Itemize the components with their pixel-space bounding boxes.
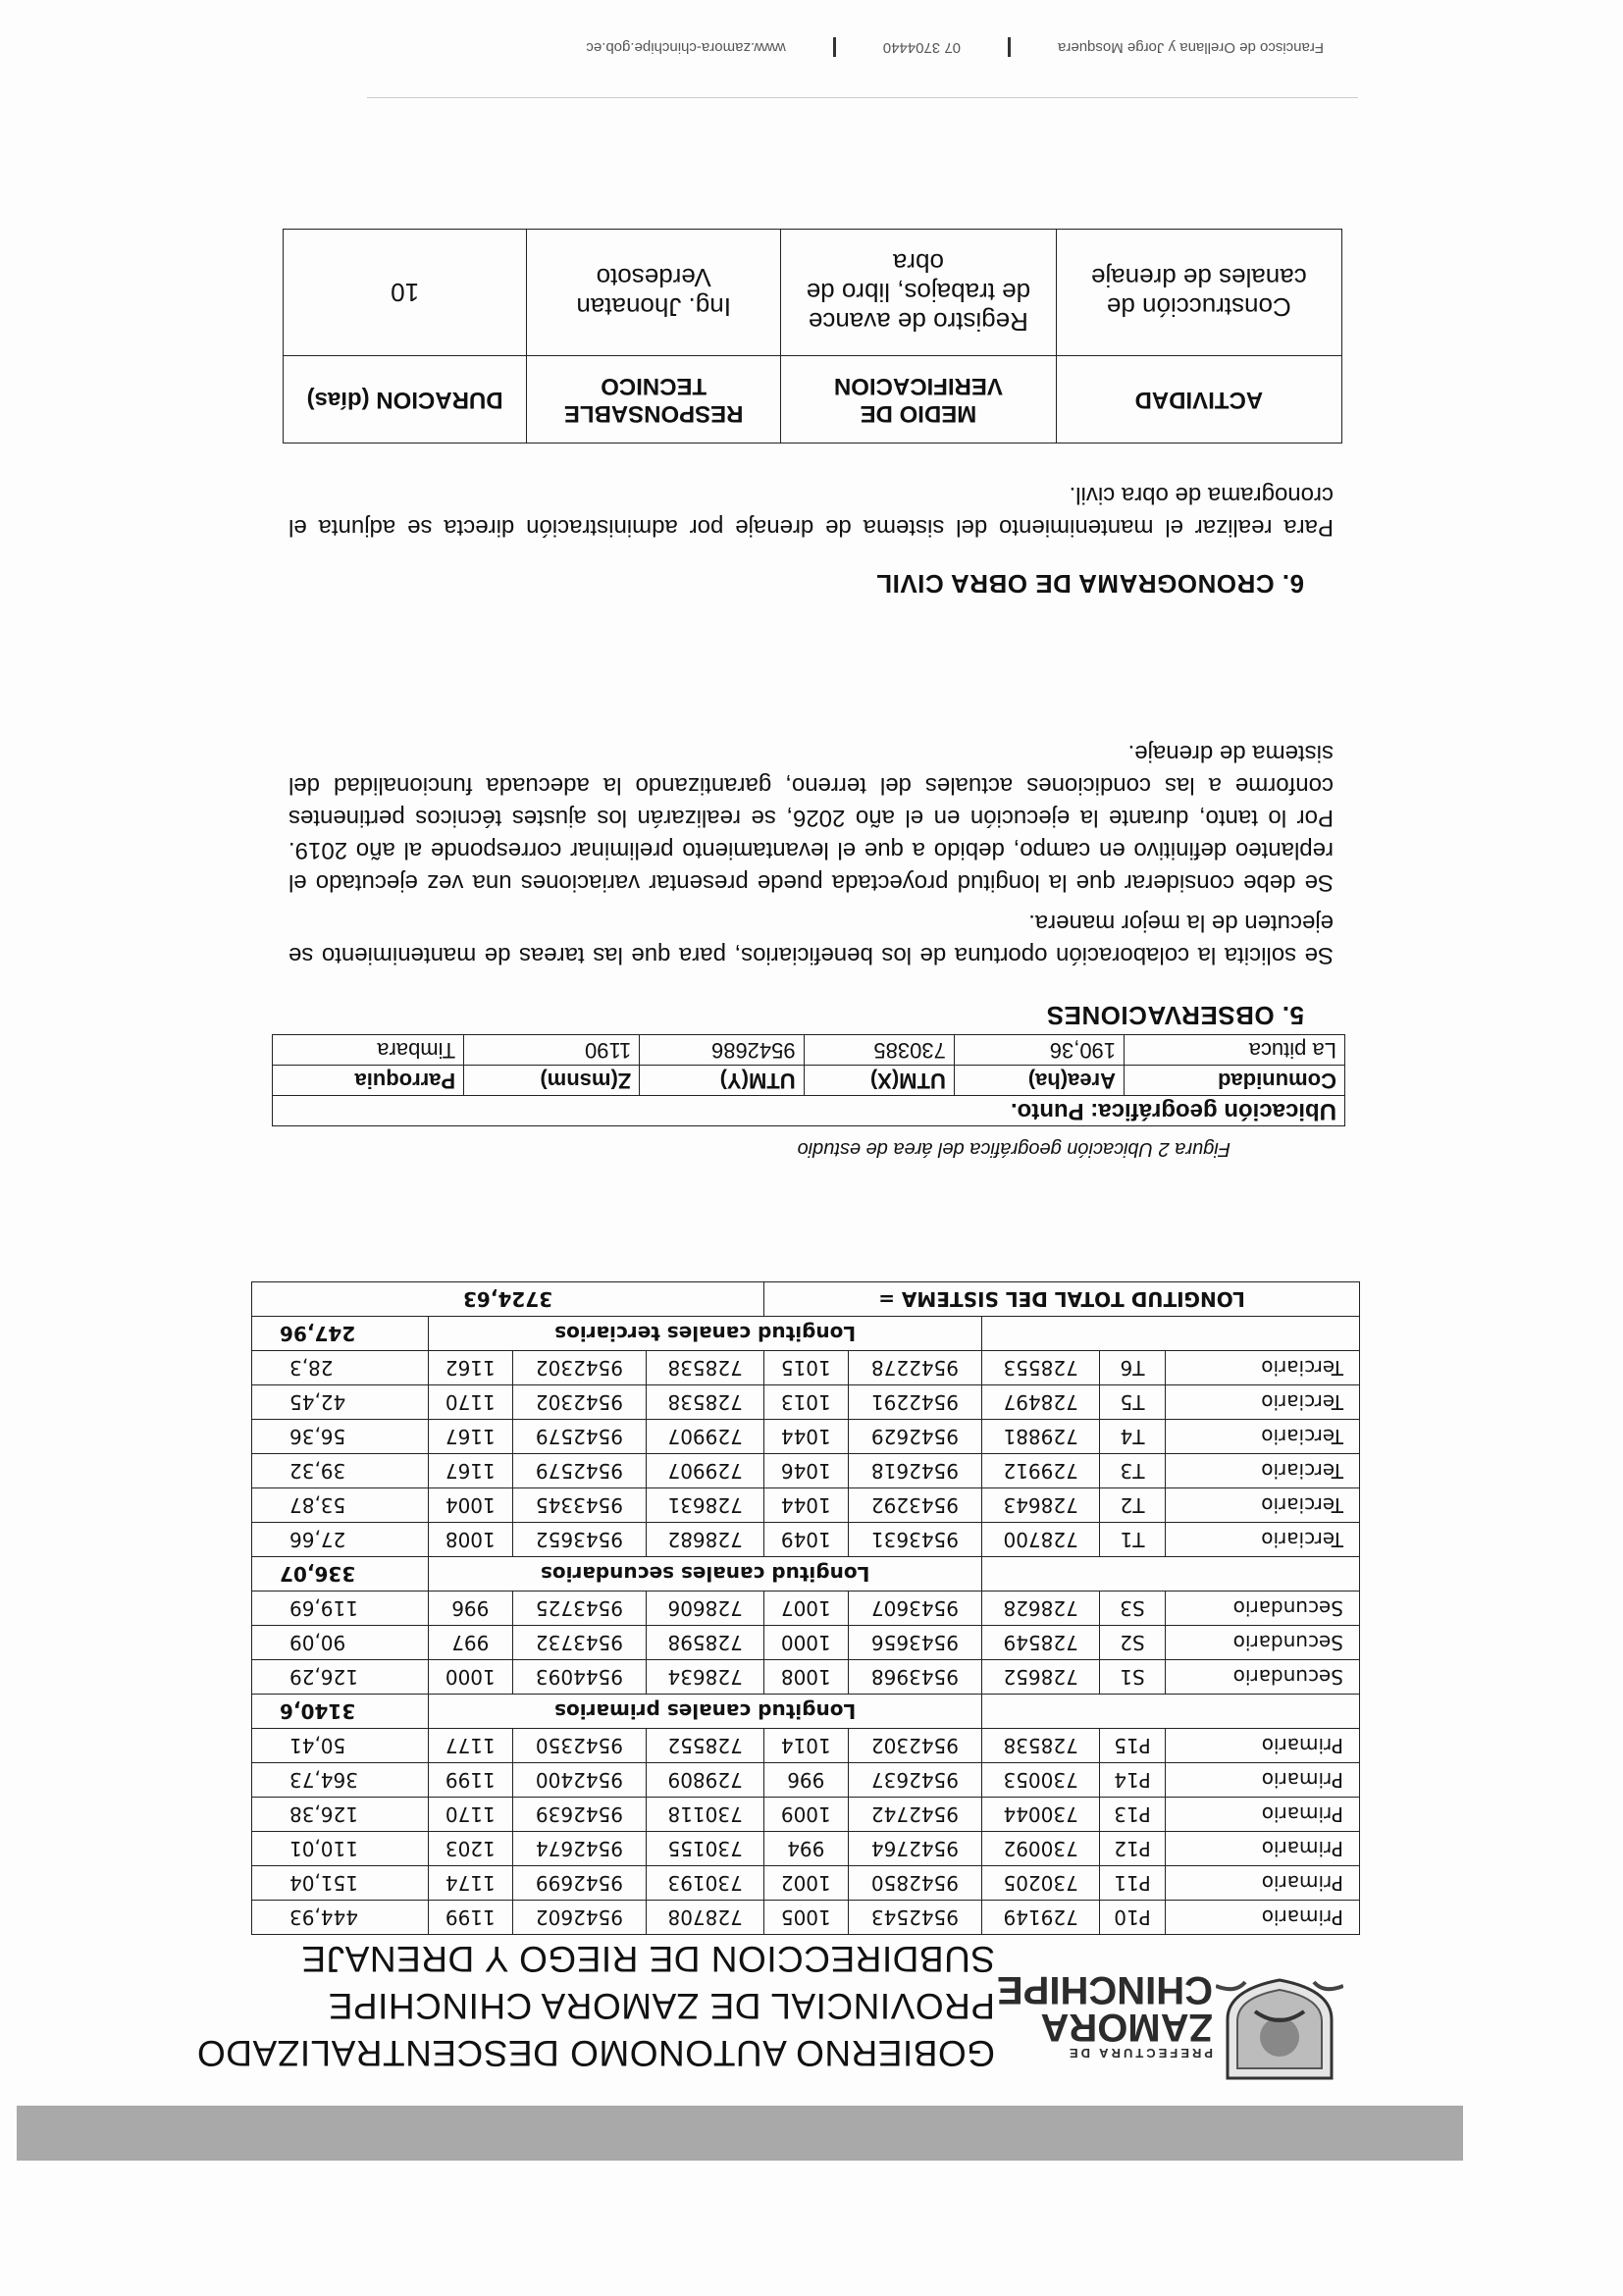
- blank-cell: [982, 1317, 1360, 1351]
- table-cell-id: T6: [1100, 1351, 1166, 1385]
- table-cell-len: 126,29: [252, 1660, 429, 1695]
- table-cell-y1: 9542850: [848, 1866, 982, 1901]
- table-cell-x1: 730205: [982, 1866, 1100, 1901]
- table-row: [252, 1660, 1360, 1695]
- header-bar: [17, 2106, 1463, 2161]
- table-cell-z1: 1044: [764, 1488, 849, 1523]
- table-cell-z1: 1005: [764, 1901, 849, 1935]
- table-cell-y1: 9542291: [848, 1385, 982, 1420]
- geo-cell: 190,36: [954, 1035, 1124, 1066]
- table-cell-tipo: Terciario: [1166, 1454, 1360, 1488]
- subtotal-label: Longitud canales primarios: [429, 1695, 982, 1729]
- table-cell-z2: 1199: [429, 1901, 513, 1935]
- table-row: [252, 1729, 1360, 1763]
- table-cell-len: 53,87: [252, 1488, 429, 1523]
- table-cell-tipo: Primario: [1166, 1901, 1360, 1935]
- table-cell-id: P10: [1100, 1901, 1166, 1935]
- table-cell-id: T2: [1100, 1488, 1166, 1523]
- table-cell-z2: 1177: [429, 1729, 513, 1763]
- table-cell-tipo: Secundario: [1166, 1660, 1360, 1695]
- header-line-1: GOBIERNO AUTONOMO DESCENTRALIZADO: [196, 2033, 995, 2073]
- table-cell-x1: 728652: [982, 1660, 1100, 1695]
- blank-cell: [982, 1695, 1360, 1729]
- table-cell-y1: 9542637: [848, 1763, 982, 1798]
- table-cell-x2: 728552: [647, 1729, 764, 1763]
- table-row: [252, 1626, 1360, 1660]
- table-cell-y2: 9542400: [512, 1763, 647, 1798]
- schedule-table: [283, 229, 1342, 444]
- table-cell-x1: 729881: [982, 1420, 1100, 1454]
- geo-cell: Timbara: [273, 1035, 464, 1066]
- footer-divider: [367, 97, 1358, 98]
- table-cell-x1: 730044: [982, 1798, 1100, 1832]
- table-cell-len: 28,3: [252, 1351, 429, 1385]
- table-cell-x2: 728631: [647, 1488, 764, 1523]
- table-cell-z2: 1167: [429, 1420, 513, 1454]
- table-cell-id: S2: [1100, 1626, 1166, 1660]
- table-cell-z1: 1046: [764, 1454, 849, 1488]
- table-cell-y1: 9542543: [848, 1901, 982, 1935]
- page-footer: [586, 37, 1324, 57]
- table-cell-z1: 996: [764, 1763, 849, 1798]
- table-cell-tipo: Primario: [1166, 1832, 1360, 1866]
- geo-header: Comunidad: [1125, 1066, 1345, 1096]
- table-cell-z1: 1013: [764, 1385, 849, 1420]
- table-cell-x2: 728634: [647, 1660, 764, 1695]
- section-title-cronograma: 6. CRONOGRAMA DE OBRA CIVIL: [875, 569, 1304, 599]
- table-cell-x1: 728538: [982, 1729, 1100, 1763]
- table-cell-y1: 9542278: [848, 1351, 982, 1385]
- table-cell-z2: 1167: [429, 1454, 513, 1488]
- table-cell-x2: 729907: [647, 1420, 764, 1454]
- header-line-3: SUBDIRECCION DE RIEGO Y DRENAJE: [301, 1939, 995, 1979]
- table-cell-len: 27,66: [252, 1523, 429, 1557]
- schedule-header: DURACION (días): [284, 356, 527, 444]
- table-cell-tipo: Primario: [1166, 1866, 1360, 1901]
- table-cell-len: 42,45: [252, 1385, 429, 1420]
- table-cell-y1: 9542742: [848, 1798, 982, 1832]
- table-cell-y2: 9543725: [512, 1592, 647, 1626]
- table-cell-y1: 9543631: [848, 1523, 982, 1557]
- table-cell-x1: 729149: [982, 1901, 1100, 1935]
- table-cell-id: T5: [1100, 1385, 1166, 1420]
- table-cell-z2: 1000: [429, 1660, 513, 1695]
- grand-total-row: [252, 1282, 1360, 1317]
- table-cell-y1: 9543656: [848, 1626, 982, 1660]
- table-cell-id: P12: [1100, 1832, 1166, 1866]
- grand-total-value: 3724,63: [252, 1282, 764, 1317]
- table-cell-x2: 730118: [647, 1798, 764, 1832]
- table-row: [252, 1488, 1360, 1523]
- table-cell-id: P15: [1100, 1729, 1166, 1763]
- geo-header: UTM(X): [804, 1066, 954, 1096]
- table-cell-tipo: Terciario: [1166, 1523, 1360, 1557]
- table-cell-x1: 730092: [982, 1832, 1100, 1866]
- table-cell-z2: 1162: [429, 1351, 513, 1385]
- subtotal-label: Longitud canales terciarios: [429, 1317, 982, 1351]
- table-row: [252, 1420, 1360, 1454]
- table-cell-x1: 728549: [982, 1626, 1100, 1660]
- table-row: [252, 1592, 1360, 1626]
- table-cell-y2: 9542350: [512, 1729, 647, 1763]
- geo-cell: 9542686: [640, 1035, 804, 1066]
- table-cell-tipo: Secundario: [1166, 1626, 1360, 1660]
- schedule-header: MEDIO DE VERIFICACION: [781, 356, 1057, 444]
- table-cell-id: S1: [1100, 1660, 1166, 1695]
- institution-header: [197, 1935, 995, 2076]
- table-cell-len: 110,01: [252, 1832, 429, 1866]
- observaciones-paragraph-2: Se debe considerar que la longitud proyectada puede presentar variaciones una vez ejecutado el replanteo definitivo en campo, debido a que el levantamiento preliminar corresponde al año 2019. Por lo tanto, durante la ejecución en el año 2026, se realizarán los ajustes técnicos pertinentes conforme a las condiciones actuales del terreno, garantizando la adecuada funcionalidad del sistema de drenaje.: [288, 740, 1334, 896]
- observaciones-paragraph-1: Se solicita la colaboración oportuna de los beneficiarios, para que las tareas de mantenimiento se ejecuten de la mejor manera.: [288, 910, 1334, 968]
- table-cell-id: T3: [1100, 1454, 1166, 1488]
- logo-line-1: ZAMORA: [1040, 2006, 1213, 2049]
- table-cell-x1: 728643: [982, 1488, 1100, 1523]
- table-cell-id: P14: [1100, 1763, 1166, 1798]
- table-cell-y2: 9542579: [512, 1420, 647, 1454]
- table-cell-y2: 9542602: [512, 1901, 647, 1935]
- grand-total-label: LONGITUD TOTAL DEL SISTEMA =: [764, 1282, 1360, 1317]
- schedule-cell: Registro de avance de trabajos, libro de obra: [781, 230, 1057, 356]
- schedule-cell: 10: [284, 230, 527, 356]
- table-cell-x1: 728628: [982, 1592, 1100, 1626]
- geo-table-title: Ubicación geográfica: Punto.: [273, 1096, 1345, 1126]
- table-cell-len: 126,38: [252, 1798, 429, 1832]
- table-cell-x2: 729809: [647, 1763, 764, 1798]
- table-cell-tipo: Terciario: [1166, 1420, 1360, 1454]
- table-cell-id: P11: [1100, 1866, 1166, 1901]
- subtotal-value: 247,96: [252, 1317, 429, 1351]
- table-cell-len: 364,73: [252, 1763, 429, 1798]
- section-title-observaciones: 5. OBSERVACIONES: [1046, 1001, 1304, 1030]
- subtotal-value: 3140,6: [252, 1695, 429, 1729]
- table-cell-id: S3: [1100, 1592, 1166, 1626]
- table-cell-y2: 9543652: [512, 1523, 647, 1557]
- table-cell-tipo: Terciario: [1166, 1488, 1360, 1523]
- footer-address: Francisco de Orellana y Jorge Mosquera: [1058, 39, 1324, 57]
- table-cell-y2: 9543732: [512, 1626, 647, 1660]
- table-row: [252, 1832, 1360, 1866]
- table-cell-tipo: Terciario: [1166, 1351, 1360, 1385]
- table-cell-z2: 1170: [429, 1385, 513, 1420]
- table-cell-x2: 728538: [647, 1351, 764, 1385]
- blank-cell: [982, 1557, 1360, 1592]
- tertiary-subtotal-row: [252, 1317, 1360, 1351]
- table-cell-y1: 9542618: [848, 1454, 982, 1488]
- table-cell-x2: 730155: [647, 1832, 764, 1866]
- table-cell-y2: 9542699: [512, 1866, 647, 1901]
- geo-cell: La pituca: [1125, 1035, 1345, 1066]
- table-cell-z2: 1174: [429, 1866, 513, 1901]
- table-cell-z1: 1007: [764, 1592, 849, 1626]
- table-cell-x2: 729907: [647, 1454, 764, 1488]
- figure-caption: Figura 2 Ubicación geográfica del área de estudio: [797, 1138, 1230, 1160]
- table-cell-z1: 1008: [764, 1660, 849, 1695]
- table-cell-z1: 1014: [764, 1729, 849, 1763]
- footer-phone: 07 3704440: [882, 39, 962, 57]
- table-row: [252, 1385, 1360, 1420]
- geographic-location-table: [272, 1034, 1345, 1126]
- table-cell-y2: 9542579: [512, 1454, 647, 1488]
- table-cell-len: 119,69: [252, 1592, 429, 1626]
- table-cell-id: P13: [1100, 1798, 1166, 1832]
- logo-line-2: CHINCHIPE: [996, 1968, 1213, 2011]
- table-cell-z2: 1008: [429, 1523, 513, 1557]
- table-cell-z1: 1009: [764, 1798, 849, 1832]
- schedule-cell: Construcción de canales de drenaje: [1056, 230, 1341, 356]
- table-cell-z1: 1000: [764, 1626, 849, 1660]
- schedule-cell: Ing. Jhonatan Verdesoto: [527, 230, 781, 356]
- table-cell-y2: 9542639: [512, 1798, 647, 1832]
- table-row: [252, 1454, 1360, 1488]
- table-cell-y1: 9543607: [848, 1592, 982, 1626]
- table-cell-len: 50,41: [252, 1729, 429, 1763]
- table-row: [252, 1866, 1360, 1901]
- table-cell-x1: 730053: [982, 1763, 1100, 1798]
- table-cell-y2: 9543345: [512, 1488, 647, 1523]
- table-cell-x2: 728606: [647, 1592, 764, 1626]
- table-cell-x2: 728682: [647, 1523, 764, 1557]
- footer-website: www.zamora-chinchipe.gob.ec: [586, 39, 786, 57]
- table-cell-z2: 996: [429, 1592, 513, 1626]
- footer-separator: [1008, 37, 1011, 57]
- table-cell-x2: 728708: [647, 1901, 764, 1935]
- table-cell-y1: 9543292: [848, 1488, 982, 1523]
- table-cell-z2: 1004: [429, 1488, 513, 1523]
- table-cell-y2: 9542674: [512, 1832, 647, 1866]
- table-row: [252, 1798, 1360, 1832]
- table-cell-x1: 728553: [982, 1351, 1100, 1385]
- table-cell-x2: 728598: [647, 1626, 764, 1660]
- header-line-2: PROVINCIAL DE ZAMORA CHINCHIPE: [328, 1986, 995, 2026]
- table-cell-y1: 9542302: [848, 1729, 982, 1763]
- table-cell-tipo: Primario: [1166, 1763, 1360, 1798]
- drainage-channels-table: [251, 1281, 1360, 1935]
- subtotal-value: 336,07: [252, 1557, 429, 1592]
- table-cell-z1: 994: [764, 1832, 849, 1866]
- table-cell-tipo: Primario: [1166, 1729, 1360, 1763]
- table-cell-tipo: Terciario: [1166, 1385, 1360, 1420]
- subtotal-label: Longitud canales secundarios: [429, 1557, 982, 1592]
- geo-header: Z(msnm): [464, 1066, 640, 1096]
- table-cell-y1: 9542764: [848, 1832, 982, 1866]
- table-cell-x2: 730193: [647, 1866, 764, 1901]
- table-cell-len: 56,36: [252, 1420, 429, 1454]
- table-row: [252, 1351, 1360, 1385]
- geo-header: UTM(Y): [640, 1066, 804, 1096]
- cronograma-paragraph: Para realizar el mantenimiento del sistema de drenaje por administración directa se adjunta el cronograma de obra civil.: [288, 482, 1334, 541]
- table-cell-z2: 1199: [429, 1763, 513, 1798]
- table-cell-y1: 9542629: [848, 1420, 982, 1454]
- table-cell-z1: 1044: [764, 1420, 849, 1454]
- table-cell-y2: 9542302: [512, 1351, 647, 1385]
- geo-header: Parroquia: [273, 1066, 464, 1096]
- logo-small-text: PREFECTURA DE: [1066, 2046, 1213, 2061]
- footer-separator: [833, 37, 836, 57]
- schedule-header: RESPONSABLE TECNICO: [527, 356, 781, 444]
- geo-header: Area(ha): [954, 1066, 1124, 1096]
- table-cell-tipo: Primario: [1166, 1798, 1360, 1832]
- logo-wordmark: [996, 1968, 1213, 2061]
- table-cell-z2: 1170: [429, 1798, 513, 1832]
- table-cell-y1: 9543968: [848, 1660, 982, 1695]
- table-cell-id: T1: [1100, 1523, 1166, 1557]
- table-cell-x1: 728497: [982, 1385, 1100, 1420]
- geo-cell: 1190: [464, 1035, 640, 1066]
- table-cell-z1: 1002: [764, 1866, 849, 1901]
- schedule-header: ACTIVIDAD: [1056, 356, 1341, 444]
- table-row: [252, 1523, 1360, 1557]
- table-cell-y2: 9544093: [512, 1660, 647, 1695]
- table-row: [252, 1763, 1360, 1798]
- table-cell-y2: 9542302: [512, 1385, 647, 1420]
- table-cell-len: 151,04: [252, 1866, 429, 1901]
- table-cell-z1: 1015: [764, 1351, 849, 1385]
- table-cell-z2: 997: [429, 1626, 513, 1660]
- table-cell-x2: 728538: [647, 1385, 764, 1420]
- table-cell-id: T4: [1100, 1420, 1166, 1454]
- table-cell-len: 39,32: [252, 1454, 429, 1488]
- primary-subtotal-row: [252, 1695, 1360, 1729]
- table-cell-tipo: Secundario: [1166, 1592, 1360, 1626]
- table-cell-len: 444,93: [252, 1901, 429, 1935]
- secondary-subtotal-row: [252, 1557, 1360, 1592]
- table-cell-len: 90,09: [252, 1626, 429, 1660]
- provincial-seal-icon: [1216, 1976, 1343, 2088]
- table-cell-z2: 1203: [429, 1832, 513, 1866]
- geo-cell: 730385: [804, 1035, 954, 1066]
- table-row: [252, 1901, 1360, 1935]
- table-cell-z1: 1049: [764, 1523, 849, 1557]
- table-cell-x1: 729912: [982, 1454, 1100, 1488]
- table-cell-x1: 728700: [982, 1523, 1100, 1557]
